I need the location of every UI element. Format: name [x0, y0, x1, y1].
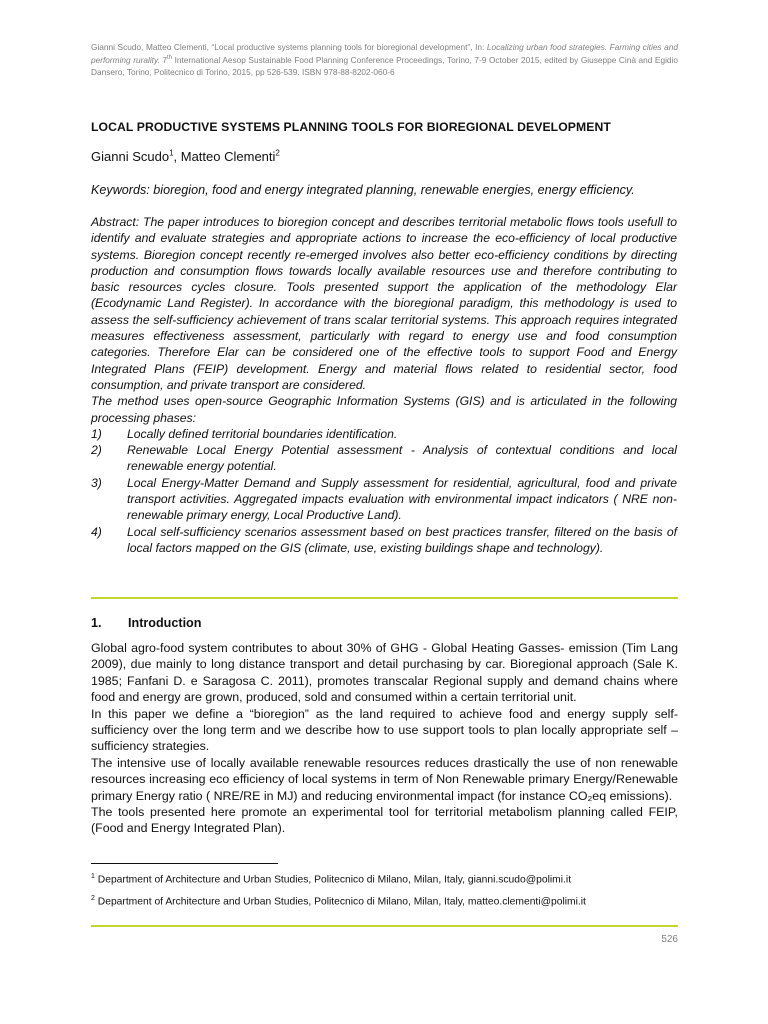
citation-header: [91, 41, 678, 79]
footnote-mark: 2: [91, 895, 95, 903]
phase-list-item: [91, 475, 677, 524]
footer-divider: [91, 925, 678, 927]
section-number: 1.: [91, 616, 102, 630]
abstract: [91, 214, 677, 556]
footnote-text: Department of Architecture and Urban Studies, Politecnico di Milano, Milan, Italy, gianni.scudo@polimi.it: [97, 874, 572, 886]
body-paragraph: Global agro-food system contributes to about 30% of GHG - Global Heating Gasses- emission (Tim Lang 2009), due mainly to long distance transport and detail purchasing by car. Bioregional approach (Sale K. 1985; Fanfani D. e Saragosa C. 2011), promotes transcalar Regional supply and demand chains where food and energy are grown, produced, sold and consumed within a certain territorial unit.: [91, 641, 678, 705]
footnotes: [91, 867, 691, 912]
footnote-mark: 1: [91, 873, 95, 880]
page-number: 526: [661, 934, 678, 945]
phase-number: 3): [91, 475, 102, 490]
citation-edition: 7: [162, 54, 167, 65]
phase-text: Local self-sufficiency scenarios assessment based on best practices transfer, filtered on the basis of local factors mapped on the GIS (climate, use, existing buildings shape and technology).: [127, 524, 677, 555]
author-list: [91, 149, 280, 164]
phase-text: Local Energy-Matter Demand and Supply assessment for residential, agricultural, food and private transport activities. Aggregated impacts evaluation with environmental impact indicators ( NRE non-renewable primary energy, Local Productive Land).: [127, 475, 677, 523]
phase-list-item: [91, 426, 677, 442]
paper-title: LOCAL PRODUCTIVE SYSTEMS PLANNING TOOLS FOR BIOREGIONAL DEVELOPMENT: [91, 120, 611, 134]
author-affiliation-mark: 1: [169, 148, 174, 158]
citation-edition-suffix: th: [167, 54, 173, 61]
body-paragraph: In this paper we define a “bioregion” as the land required to achieve food and energy supply self-sufficiency over the long term and we describe how to use support tools to plan locally appropriate self –sufficiency strategies.: [91, 706, 678, 754]
section-title: Introduction: [128, 616, 202, 630]
keywords: Keywords: bioregion, food and energy integrated planning, renewable energies, energy efficiency.: [91, 183, 635, 197]
footnote: [91, 889, 691, 911]
citation-book-title: Localizing urban food strategies. Farming cities and performing rurality.: [91, 42, 678, 65]
section-heading: [91, 616, 201, 630]
footnote-text: Department of Architecture and Urban Studies, Politecnico di Milano, Milan, Italy, matteo.clementi@polimi.it: [97, 896, 586, 908]
citation-text: Gianni Scudo, Matteo Clementi, “Local productive systems planning tools for bioregional development”, In:: [91, 42, 485, 52]
phase-list-item: [91, 442, 677, 475]
author-name: Matteo Clementi: [180, 149, 276, 164]
phase-list: [91, 426, 677, 556]
body-paragraph: The intensive use of locally available renewable resources reduces drastically the use of non renewable resources increasing eco efficiency of local systems in term of Non Renewable primary Energy/Renewable primary Energy ratio ( NRE/RE in MJ) and reducing environmental impact (for instance CO₂eq emissions).: [91, 755, 678, 803]
phase-list-item: [91, 524, 677, 557]
author-separator: ,: [173, 149, 181, 164]
abstract-paragraph: The method uses open-source Geographic Information Systems (GIS) and is articulated in the following processing phases:: [91, 394, 677, 425]
section-divider: [91, 597, 678, 599]
author-affiliation-mark: 2: [275, 148, 280, 158]
phase-text: Locally defined territorial boundaries identification.: [127, 426, 398, 441]
footnote-separator: [91, 863, 278, 864]
introduction-body: [91, 640, 678, 837]
citation-details: International Aesop Sustainable Food Planning Conference Proceedings, Torino, 7-9 October 2015, edited by Giuseppe Cinà and Egidio Dansero, Torino, Politecnico di Torino, 2015, pp 526-539. ISBN 978-88-8202-060-6: [91, 54, 678, 78]
author-name: Gianni Scudo: [91, 149, 170, 164]
phase-number: 1): [91, 426, 102, 441]
footnote: [91, 867, 691, 889]
phase-number: 2): [91, 443, 102, 458]
phase-text: Renewable Local Energy Potential assessment - Analysis of contextual conditions and local renewable energy potential.: [127, 443, 677, 474]
body-paragraph: The tools presented here promote an experimental tool for territorial metabolism planning called FEIP, (Food and Energy Integrated Plan).: [91, 805, 678, 836]
phase-number: 4): [91, 524, 102, 539]
abstract-paragraph: Abstract: The paper introduces to bioregion concept and describes territorial metabolic flows tools usefull to identify and evaluate strategies and appropriate actions to increase the eco-efficiency of local productive systems. Bioregion concept recently re-emerged involves also better eco-efficiency conditions by directing production and consumption flows towards locally available resources use and therefore contributing to basic resources cycles closure. Tools presented support the application of the methodology Elar (Ecodynamic Land Register). In accordance with the bioregional paradigm, this methodology is used to assess the self-sufficiency achievement of trans scalar territorial systems. This approach requires integrated measures effectiveness assessment, particularly with regard to energy use and food consumption categories. Therefore Elar can be considered one of the effective tools to support Food and Energy Integrated Plans (FEIP) development. Energy and material flows related to residential sector, food consumption, and private transport are considered.: [91, 215, 677, 392]
